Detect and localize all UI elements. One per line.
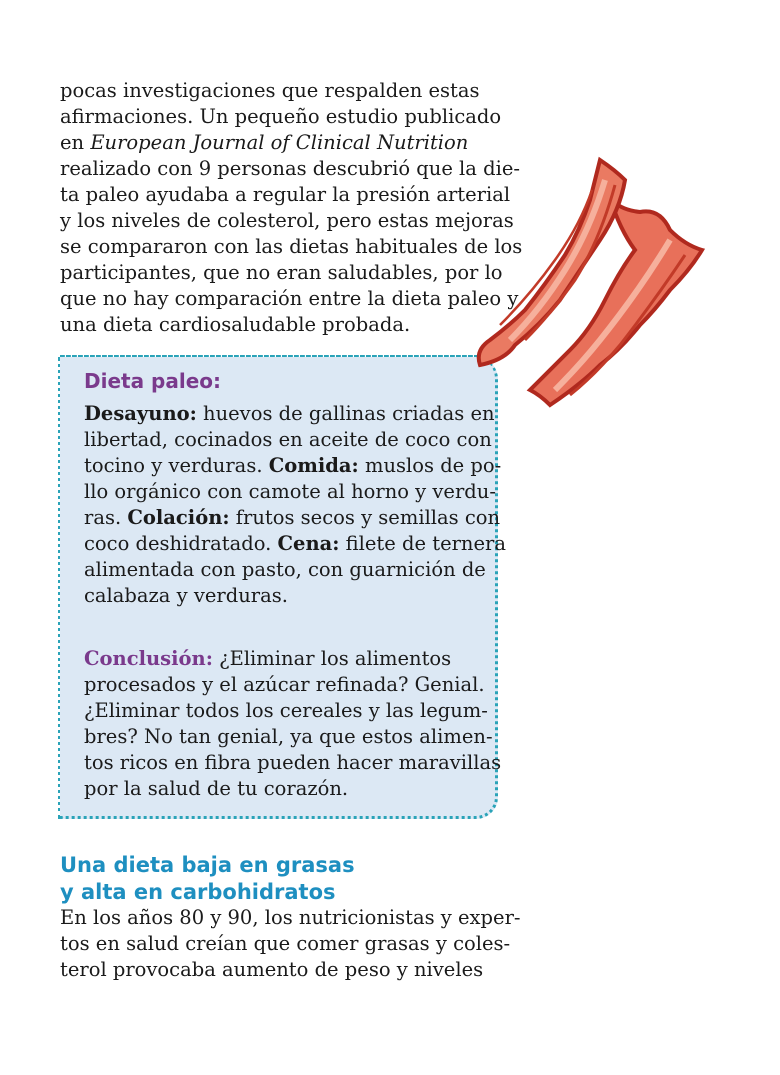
text-line: y los niveles de colesterol, pero estas mejoras	[60, 209, 514, 232]
text-line: en European Journal of Clinical Nutrition	[60, 131, 469, 154]
text-line: tos en salud creían que comer grasas y coles-	[60, 932, 511, 955]
text-line: pocas investigaciones que respalden estas	[60, 79, 480, 102]
text-line: Conclusión: ¿Eliminar los alimentos	[84, 647, 452, 670]
section-heading-line: y alta en carbohidratos	[60, 880, 336, 904]
text-line: procesados y el azúcar refinada? Genial.	[84, 673, 485, 696]
text-line: ras. Colación: frutos secos y semillas con	[84, 506, 501, 529]
text-line: llo orgánico con camote al horno y verdu-	[84, 480, 496, 503]
text-line: Desayuno: huevos de gallinas criadas en	[84, 402, 495, 425]
text-line: alimentada con pasto, con guarnición de	[84, 558, 486, 581]
section-heading-line: Una dieta baja en grasas	[60, 853, 355, 877]
text-line: ta paleo ayudaba a regular la presión arterial	[60, 183, 511, 206]
text-line: que no hay comparación entre la dieta paleo y	[60, 287, 519, 310]
text-line: se compararon con las dietas habituales de los	[60, 235, 523, 258]
text-line: participantes, que no eran saludables, por lo	[60, 261, 503, 284]
text-line: terol provocaba aumento de peso y niveles	[60, 958, 484, 981]
bacon-illustration	[470, 150, 720, 420]
text-line: tos ricos en fibra pueden hacer maravillas	[84, 751, 502, 774]
text-line: ¿Eliminar todos los cereales y las legum-	[84, 699, 488, 722]
text-line: afirmaciones. Un pequeño estudio publicado	[60, 105, 502, 128]
text-line: calabaza y verduras.	[84, 584, 288, 607]
paleo-diet-box	[60, 357, 506, 819]
text-line: tocino y verduras. Comida: muslos de po-	[84, 454, 502, 477]
text-line: bres? No tan genial, ya que estos alimen-	[84, 725, 493, 748]
conclusion-label: Conclusión:	[84, 647, 213, 670]
text-line: libertad, cocinados en aceite de coco con	[84, 428, 492, 451]
text-line: realizado con 9 personas descubrió que la die-	[60, 157, 520, 180]
box-title: Dieta paleo:	[84, 369, 222, 393]
text-line: coco deshidratado. Cena: filete de ternera	[84, 532, 506, 555]
text-line: por la salud de tu corazón.	[84, 777, 349, 800]
journal-name: European Journal of Clinical Nutrition	[90, 131, 469, 154]
text-line: En los años 80 y 90, los nutricionistas y exper-	[60, 906, 521, 929]
text-line: una dieta cardiosaludable probada.	[60, 313, 411, 336]
